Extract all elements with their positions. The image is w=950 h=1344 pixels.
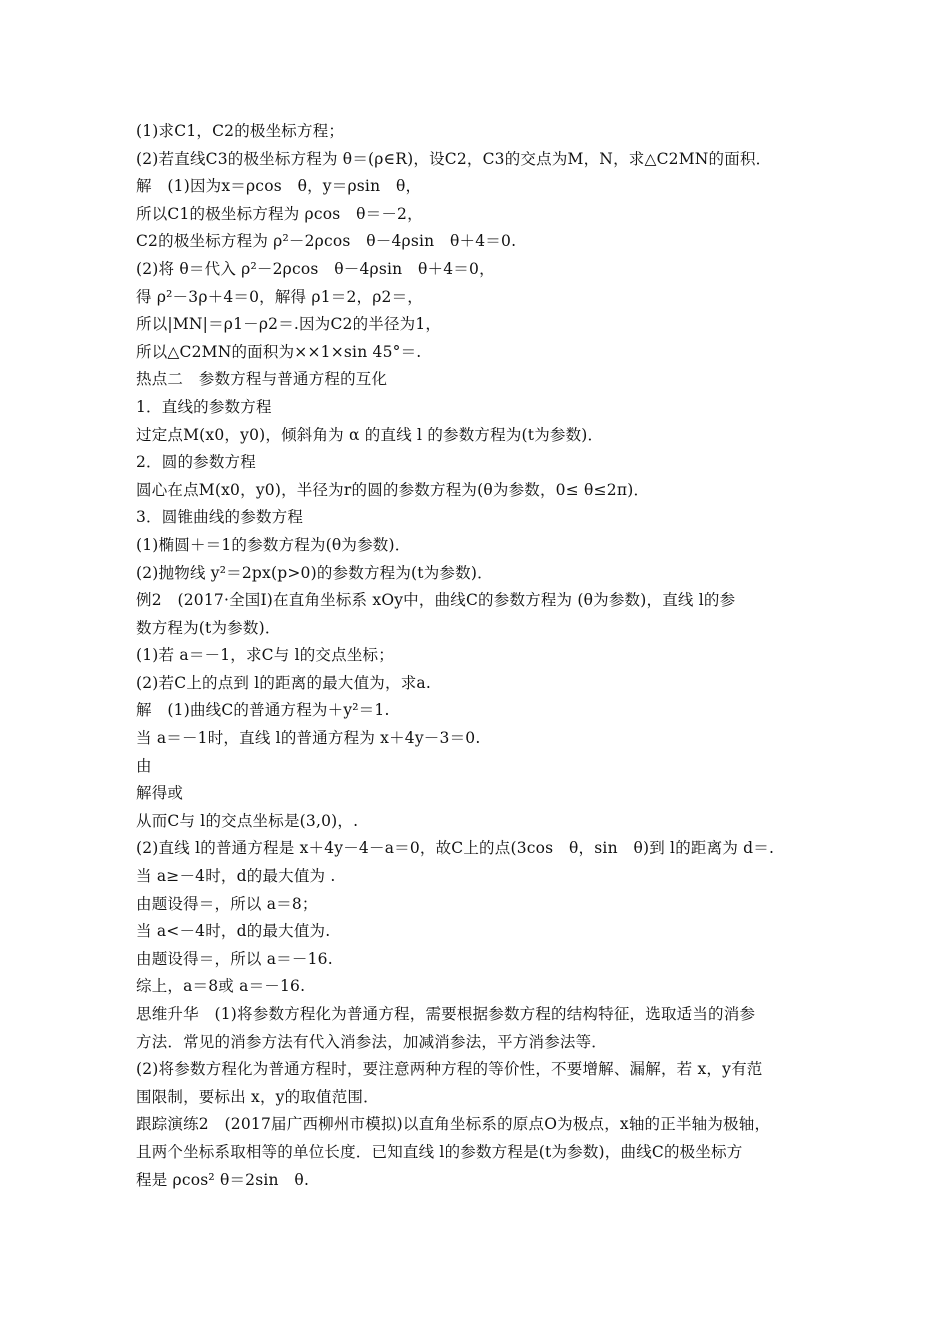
text-line: 综上，a＝8或 a＝－16. xyxy=(136,977,306,996)
text-line: 当 a≥－4时，d的最大值为 . xyxy=(136,867,336,886)
text-line: 从而C与 l的交点坐标是(3,0)，. xyxy=(136,811,359,830)
text-line: 数方程为(t为参数)． xyxy=(136,618,281,637)
text-line: 圆心在点M(x0，y0)，半径为r的圆的参数方程为(θ为参数，0≤ θ≤2π)． xyxy=(136,480,650,499)
text-line: 当 a＝－1时，直线 l的普通方程为 x＋4y－3＝0. xyxy=(136,729,481,748)
text-line: (1)椭圆＋＝1的参数方程为(θ为参数)． xyxy=(136,535,411,554)
subsection-heading: 1．直线的参数方程 xyxy=(136,397,272,416)
text-line: 所以△C2MN的面积为××1×sin 45°＝. xyxy=(136,342,422,361)
text-line: 解 (1)因为x＝ρcos θ，y＝ρsin θ， xyxy=(136,177,422,196)
text-line: (1)求C1，C2的极坐标方程； xyxy=(136,122,345,140)
text-line: 由 xyxy=(136,756,152,775)
text-line: 围限制，要标出 x，y的取值范围． xyxy=(136,1087,379,1106)
text-line: (2)抛物线 y²＝2px(p>0)的参数方程为(t为参数)． xyxy=(136,563,493,582)
text-line: (2)若直线C3的极坐标方程为 θ＝(ρ∈R)，设C2，C3的交点为M，N，求△C2MN的面积． xyxy=(136,149,772,168)
text-line: 且两个坐标系取相等的单位长度．已知直线 l的参数方程是(t为参数)，曲线C的极坐标方 xyxy=(136,1142,743,1161)
text-line: (2)将 θ＝代入 ρ²－2ρcos θ－4ρsin θ＋4＝0， xyxy=(136,259,495,278)
exercise-heading: 跟踪演练2 (2017届广西柳州市模拟)以直角坐标系的原点O为极点，x轴的正半轴为极轴， xyxy=(136,1115,771,1134)
text-line: 过定点M(x0，y0)，倾斜角为 α 的直线 l 的参数方程为(t为参数)． xyxy=(136,425,604,444)
document-body xyxy=(136,118,826,1194)
text-line: 得 ρ²－3ρ＋4＝0，解得 ρ1＝2，ρ2＝， xyxy=(136,287,423,306)
subsection-heading: 3．圆锥曲线的参数方程 xyxy=(136,508,304,527)
text-line: 当 a<－4时，d的最大值为. xyxy=(136,922,331,941)
text-line: 由题设得＝，所以 a＝8； xyxy=(136,894,318,913)
text-line: 所以|MN|＝ρ1－ρ2＝.因为C2的半径为1， xyxy=(136,315,442,334)
summary-heading: 思维升华 (1)将参数方程化为普通方程，需要根据参数方程的结构特征，选取适当的消参 xyxy=(136,1005,756,1023)
text-line: 方法．常见的消参方法有代入消参法，加减消参法，平方消参法等． xyxy=(136,1032,608,1051)
text-line: (2)直线 l的普通方程是 x＋4y－4－a＝0，故C上的点(3cos θ，sin θ)到 l的距离为 d＝. xyxy=(136,839,775,858)
text-line: 所以C1的极坐标方程为 ρcos θ＝－2， xyxy=(136,204,423,223)
text-line: C2的极坐标方程为 ρ²－2ρcos θ－4ρsin θ＋4＝0. xyxy=(136,232,517,251)
text-line: (2)将参数方程化为普通方程时，要注意两种方程的等价性，不要增解、漏解，若 x，y有范 xyxy=(136,1060,763,1079)
text-line: 由题设得＝，所以 a＝－16. xyxy=(136,949,333,968)
subsection-heading: 2．圆的参数方程 xyxy=(136,453,256,472)
section-heading: 热点二 参数方程与普通方程的互化 xyxy=(136,370,388,389)
example-heading: 例2 (2017·全国Ⅰ)在直角坐标系 xOy中，曲线C的参数方程为 (θ为参数)，直线 l的参 xyxy=(136,591,736,610)
text-line: 解 (1)曲线C的普通方程为＋y²＝1. xyxy=(136,701,390,720)
text-line: (2)若C上的点到 l的距离的最大值为，求a. xyxy=(136,673,431,692)
text-line: (1)若 a＝－1，求C与 l的交点坐标； xyxy=(136,646,394,665)
text-line: 解得或 xyxy=(136,784,184,803)
text-line: 程是 ρcos² θ＝2sin θ. xyxy=(136,1170,310,1189)
